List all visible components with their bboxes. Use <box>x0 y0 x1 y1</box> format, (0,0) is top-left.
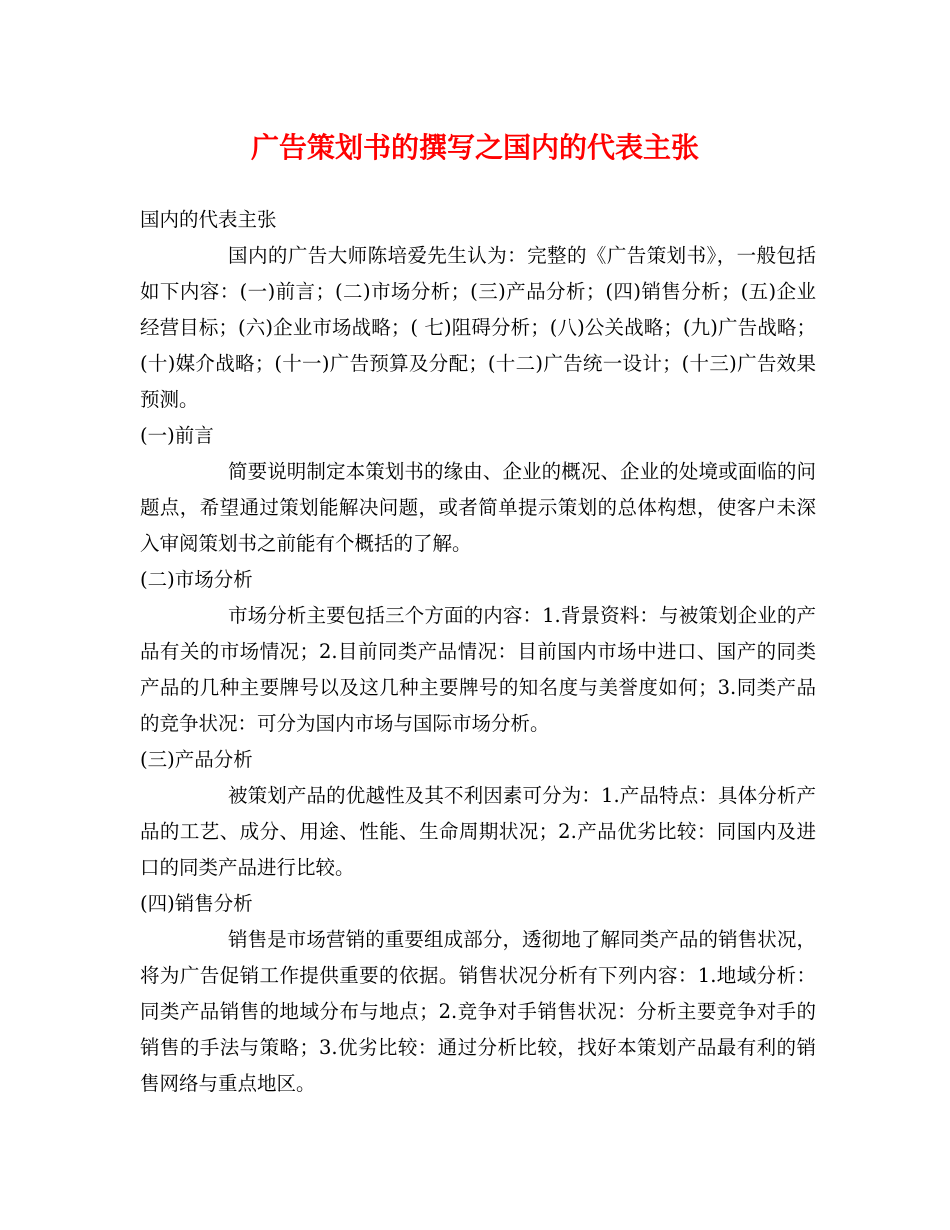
section-paragraph: 被策划产品的优越性及其不利因素可分为：1.产品特点：具体分析产 品的工艺、成分、用途、性能、生命周期状况；2.产品优劣比较：同国内及进口的同类产品进行比较。 <box>140 784 836 879</box>
section-paragraph: 销售是市场营销的重要组成部分，透彻地了解同类产品的销售状况，将为广告促销工作提供重要的依据。销售状况分析有下列内容：1.地域分析：同类产品销售的地域分布与地点；2.竞争对手销售状况：分析主要竞争对手的销售的手法与策略；3.优劣比较：通过分析比较，找好本策划产品最有利的销售网络与重点地区。 <box>140 928 816 1095</box>
section-heading: (一)前言 <box>140 424 214 447</box>
section-paragraph: 市场分析主要包括三个方面的内容：1.背景资料：与被策划企业的产品有关的市场情况；2.目前同类产品情况：目前国内市场中进口、国产的同类产品的几种主要牌号以及这几种主要牌号的知名度与美誉度如何；3.同类产品的竞争状况：可分为国内市场与国际市场分析。 <box>140 604 816 735</box>
section-heading: (二)市场分析 <box>140 568 253 591</box>
document-title: 广告策划书的撰写之国内的代表主张 <box>250 131 699 164</box>
section-heading: (三)产品分析 <box>140 748 253 771</box>
section-heading: (四)销售分析 <box>140 892 253 915</box>
section-paragraph: 国内的广告大师陈培爱先生认为：完整的《广告策划书》，一般包括如下内容：(一)前言；(二)市场分析；(三)产品分析；(四)销售分析；(五)企业经营目标；(六)企业市场战略；( 七)阻碍分析；(八)公关战略；(九)广告战略；(十)媒介战略；(十一)广告预算及分配；(十二)广告统一设计；(十三)广告效果预测。 <box>140 244 816 411</box>
document-body <box>140 202 836 1102</box>
section-paragraph: 简要说明制定本策划书的缘由、企业的概况、企业的处境或面临的问题点，希望通过策划能解决问题，或者简单提示策划的总体构想，使客户未深入审阅策划书之前能有个概括的了解。 <box>140 460 816 555</box>
section-heading: 国内的代表主张 <box>140 208 277 231</box>
